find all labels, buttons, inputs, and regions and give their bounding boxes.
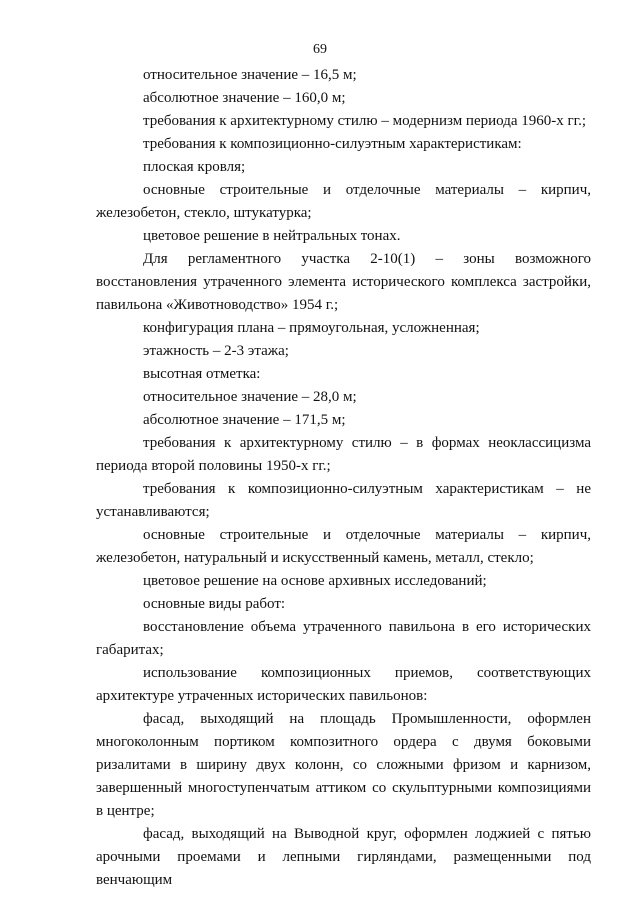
paragraph: цветовое решение на основе архивных исследований; [143,573,487,589]
paragraph: требования к композиционно-силуэтным характеристикам: [143,136,522,152]
paragraph: основные строительные и отделочные материалы – кирпич, железобетон, стекло, штукатурка; [96,182,591,221]
page-number: 69 [313,42,327,57]
paragraph: основные виды работ: [143,596,286,612]
paragraph: восстановление объема утраченного павильона в его исторических габаритах; [96,619,591,658]
paragraph: конфигурация плана – прямоугольная, усложненная; [143,320,480,336]
paragraph: требования к композиционно-силуэтным характеристикам – не устанавливаются; [96,481,591,520]
paragraph: этажность – 2-3 этажа; [143,343,289,359]
paragraph: высотная отметка: [143,366,261,382]
paragraph: требования к архитектурному стилю – в формах неоклассицизма периода второй половины 1950-х гг.; [96,435,591,474]
paragraph: основные строительные и отделочные материалы – кирпич, железобетон, натуральный и искусственный камень, металл, стекло; [96,527,591,566]
paragraph: фасад, выходящий на площадь Промышленности, оформлен многоколонным портиком композитного ордера с двумя боковыми ризалитами в ширину двух колонн, со сложными фризом и карнизом, завершенный многоступенчатым аттиком со скульптурными композициями в центре; [96,711,591,819]
paragraph: Для регламентного участка 2-10(1) – зоны возможного восстановления утраченного элемента исторического комплекса застройки, павильона «Животноводство» 1954 г.; [96,251,591,313]
paragraph: относительное значение – 28,0 м; [143,389,357,405]
paragraph: абсолютное значение – 171,5 м; [143,412,346,428]
paragraph: использование композиционных приемов, соответствующих архитектуре утраченных исторических павильонов: [96,665,591,704]
paragraph: плоская кровля; [143,159,246,175]
document-body [96,64,591,892]
paragraph: фасад, выходящий на Выводной круг, оформлен лоджией с пятью арочными проемами и лепными гирляндами, размещенными под венчающим [96,826,591,888]
paragraph: цветовое решение в нейтральных тонах. [143,228,401,244]
paragraph: абсолютное значение – 160,0 м; [143,90,346,106]
paragraph: относительное значение – 16,5 м; [143,67,357,83]
paragraph: требования к архитектурному стилю – модернизм периода 1960-х гг.; [143,113,587,129]
